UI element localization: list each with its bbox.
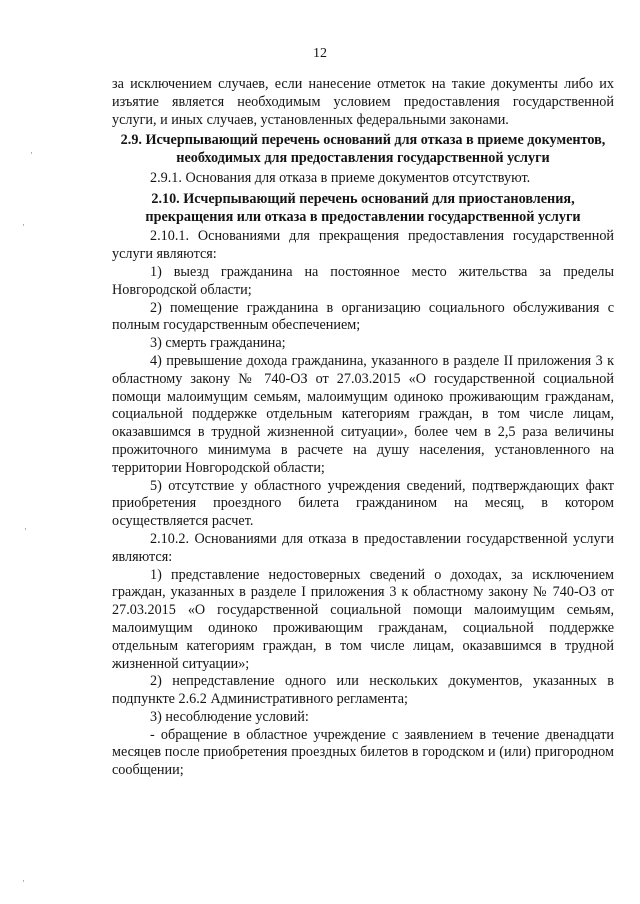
- section-heading-2-9: 2.9. Исчерпывающий перечень оснований для отказа в приеме документов, необходимых для предоставления государственной услуги: [120, 132, 606, 167]
- list-item-2-10-2-3: 3) несоблюдение условий:: [150, 708, 309, 725]
- section-heading-2-10: 2.10. Исчерпывающий перечень оснований для приостановления, прекращения или отказа в предоставлении государственной услуги: [145, 190, 581, 225]
- list-item-2-10-2-3-dash: - обращение в областное учреждение с заявлением в течение двенадцати месяцев после приобретения проездных билетов в городском и (или) пригородном сообщении;: [112, 726, 614, 779]
- list-item-2-10-2-2: 2) непредставление одного или нескольких документов, указанных в подпункте 2.6.2 Административного регламента;: [112, 673, 614, 708]
- list-item-2-10-1-2: 2) помещение гражданина в организацию социального обслуживания с полным государственным обеспечением;: [112, 299, 614, 334]
- clause-2-10-1: 2.10.1. Основаниями для прекращения предоставления государственной услуги являются:: [112, 228, 614, 263]
- list-item-2-10-1-3: 3) смерть гражданина;: [150, 335, 286, 352]
- scan-speck: ·: [22, 877, 25, 887]
- scan-speck: ·: [22, 221, 25, 231]
- document-body: [112, 76, 614, 780]
- list-item-2-10-2-1: 1) представление недостоверных сведений о доходах, за исключением граждан, указанных в разделе I приложения 3 к областному закону № 740-ОЗ от 27.03.2015 «О государственной социальной помощи малоимущим семьям, малоимущим одиноко проживающим гражданам, социальной поддержке отдельным категориям граждан, в том числе лицам, оказавшимся в трудной жизненной ситуации»;: [112, 566, 614, 672]
- clause-2-9-1: 2.9.1. Основания для отказа в приеме документов отсутствуют.: [150, 169, 531, 186]
- list-item-2-10-1-1: 1) выезд гражданина на постоянное место жительства за пределы Новгородской области;: [112, 263, 614, 298]
- list-item-2-10-1-5: 5) отсутствие у областного учреждения сведений, подтверждающих факт приобретения проездного билета гражданином на месяц, в котором осуществляется расчет.: [112, 477, 614, 530]
- paragraph-continuation: за исключением случаев, если нанесение отметок на такие документы либо их изъятие является необходимым условием предоставления государственной услуги, и иных случаев, установленных федеральными законами.: [112, 76, 614, 128]
- list-item-2-10-1-4: 4) превышение дохода гражданина, указанного в разделе II приложения 3 к областному закону № 740-ОЗ от 27.03.2015 «О государственной социальной помощи малоимущим семьям, малоимущим одиноко проживающим гражданам, социальной поддержке отдельным категориям граждан, в том числе лицам, оказавшимся в трудной жизненной ситуации», более чем в 2,5 раза величины прожиточного минимума в расчете на душу населения, установленного на территории Новгородской области;: [112, 352, 614, 476]
- scan-speck: ·: [24, 525, 27, 535]
- clause-2-10-2: 2.10.2. Основаниями для отказа в предоставлении государственной услуги являются:: [112, 530, 614, 565]
- scan-speck: ·: [30, 149, 33, 159]
- page-number: 12: [313, 46, 327, 61]
